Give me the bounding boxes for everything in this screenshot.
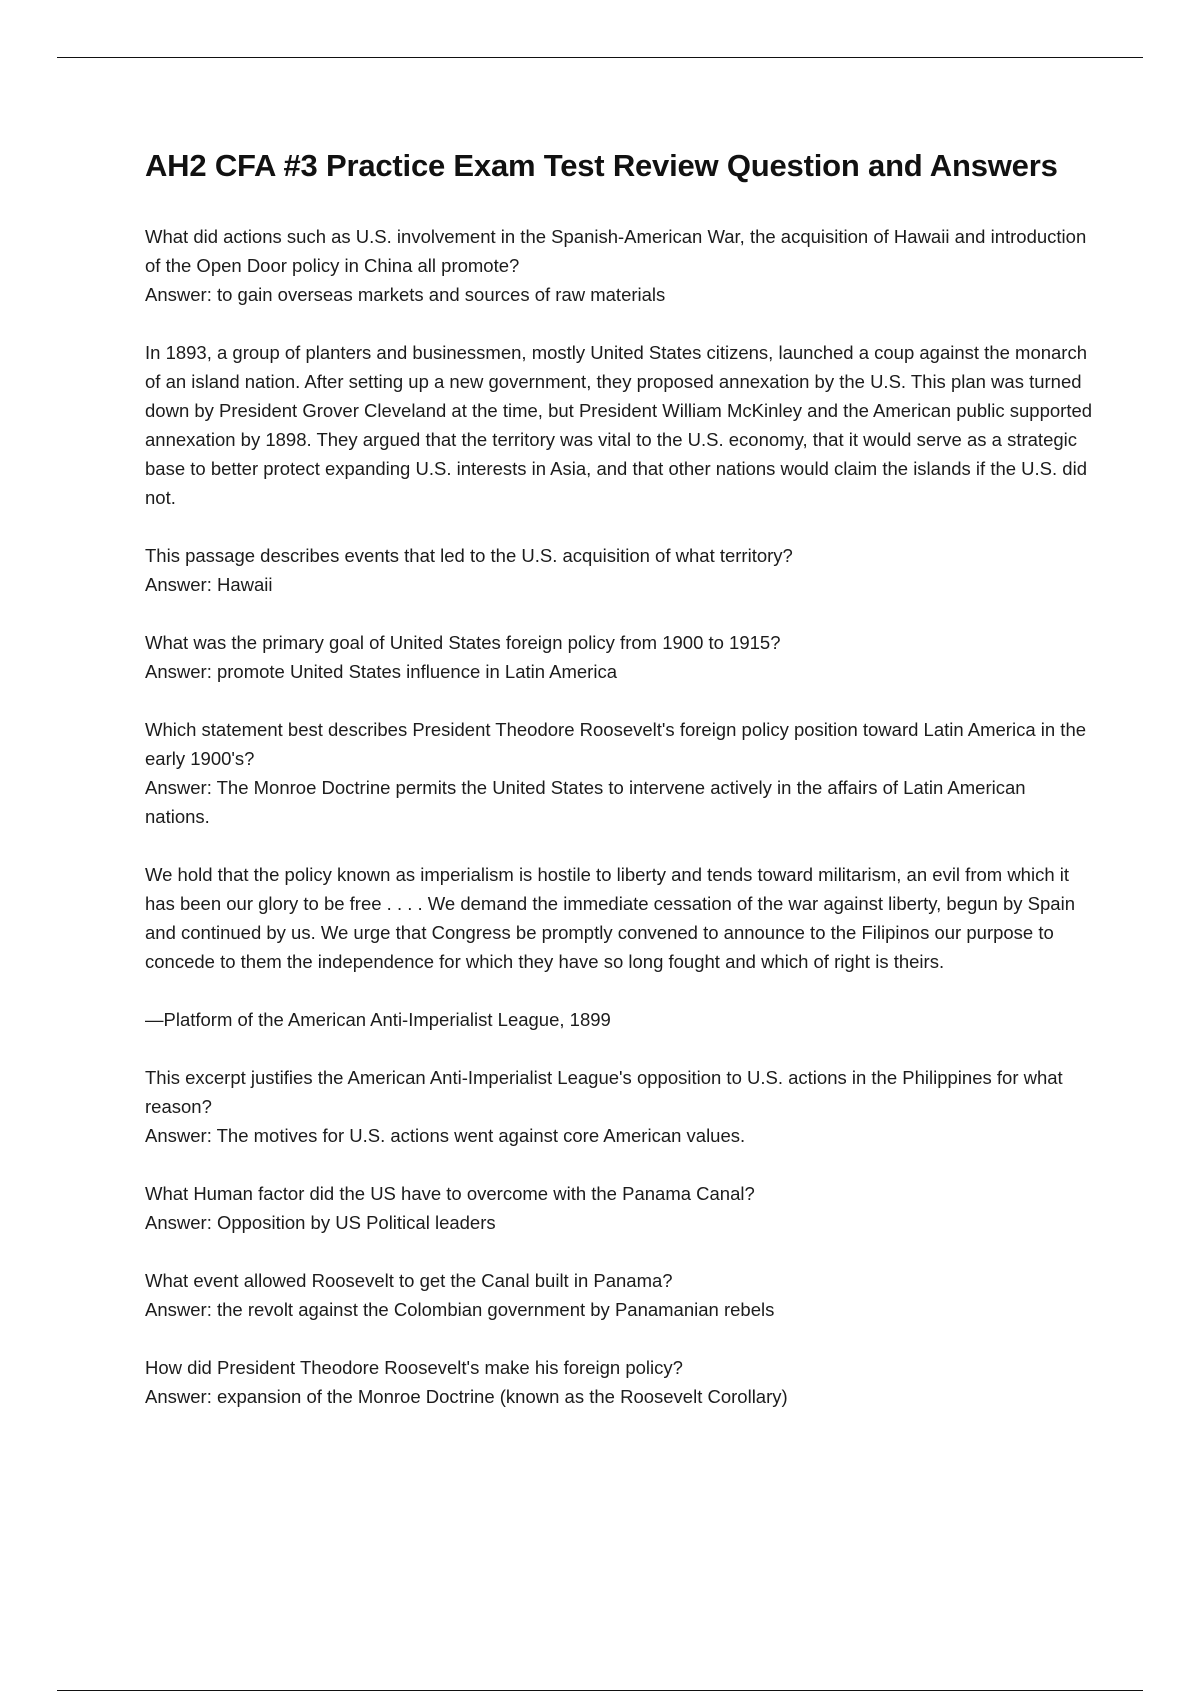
passage-block <box>145 860 1095 976</box>
qa-block <box>145 628 1095 686</box>
passage-text: We hold that the policy known as imperialism is hostile to liberty and tends toward militarism, an evil from which it has been our glory to be free . . . . We demand the immediate cessation of the war against liberty, begun by Spain and continued by us. We urge that Congress be promptly convened to announce to the Filipinos our purpose to concede to them the independence for which they have so long fought and which of right is theirs. <box>145 864 1075 972</box>
question-text: This excerpt justifies the American Anti-Imperialist League's opposition to U.S. actions in the Philippines for what reason? <box>145 1067 1063 1117</box>
answer-text: Answer: the revolt against the Colombian government by Panamanian rebels <box>145 1299 775 1320</box>
citation-block <box>145 1005 1095 1034</box>
answer-text: Answer: Hawaii <box>145 574 273 595</box>
question-text: How did President Theodore Roosevelt's make his foreign policy? <box>145 1357 683 1378</box>
question-text: Which statement best describes President Theodore Roosevelt's foreign policy position toward Latin America in the early 1900's? <box>145 719 1087 769</box>
question-text: What event allowed Roosevelt to get the Canal built in Panama? <box>145 1270 673 1291</box>
qa-block <box>145 1063 1095 1150</box>
question-text: What did actions such as U.S. involvement in the Spanish-American War, the acquisition of Hawaii and introduction of the Open Door policy in China all promote? <box>145 226 1087 276</box>
passage-block <box>145 338 1095 512</box>
question-text: What Human factor did the US have to overcome with the Panama Canal? <box>145 1183 755 1204</box>
answer-text: Answer: expansion of the Monroe Doctrine (known as the Roosevelt Corollary) <box>145 1386 788 1407</box>
answer-text: Answer: The motives for U.S. actions went against core American values. <box>145 1125 746 1146</box>
question-text: This passage describes events that led to the U.S. acquisition of what territory? <box>145 545 793 566</box>
citation-text: —Platform of the American Anti-Imperialist League, 1899 <box>145 1009 611 1030</box>
passage-text: In 1893, a group of planters and businessmen, mostly United States citizens, launched a coup against the monarch of an island nation. After setting up a new government, they proposed annexation by the U.S. This plan was turned down by President Grover Cleveland at the time, but President William McKinley and the American public supported annexation by 1898. They argued that the territory was vital to the U.S. economy, that it would serve as a strategic base to better protect expanding U.S. interests in Asia, and that other nations would claim the islands if the U.S. did not. <box>145 342 1093 508</box>
answer-text: Answer: to gain overseas markets and sources of raw materials <box>145 284 666 305</box>
qa-block <box>145 1179 1095 1237</box>
page-title: AH2 CFA #3 Practice Exam Test Review Question and Answers <box>145 148 1058 183</box>
qa-block <box>145 222 1095 309</box>
qa-block <box>145 715 1095 831</box>
top-divider <box>57 57 1143 58</box>
answer-text: Answer: promote United States influence in Latin America <box>145 661 617 682</box>
answer-text: Answer: The Monroe Doctrine permits the United States to intervene actively in the affairs of Latin American nations. <box>145 777 1026 827</box>
qa-block <box>145 1353 1095 1411</box>
bottom-divider <box>57 1690 1143 1691</box>
qa-block <box>145 541 1095 599</box>
document-body <box>145 222 1095 1440</box>
qa-block <box>145 1266 1095 1324</box>
question-text: What was the primary goal of United States foreign policy from 1900 to 1915? <box>145 632 781 653</box>
answer-text: Answer: Opposition by US Political leaders <box>145 1212 496 1233</box>
